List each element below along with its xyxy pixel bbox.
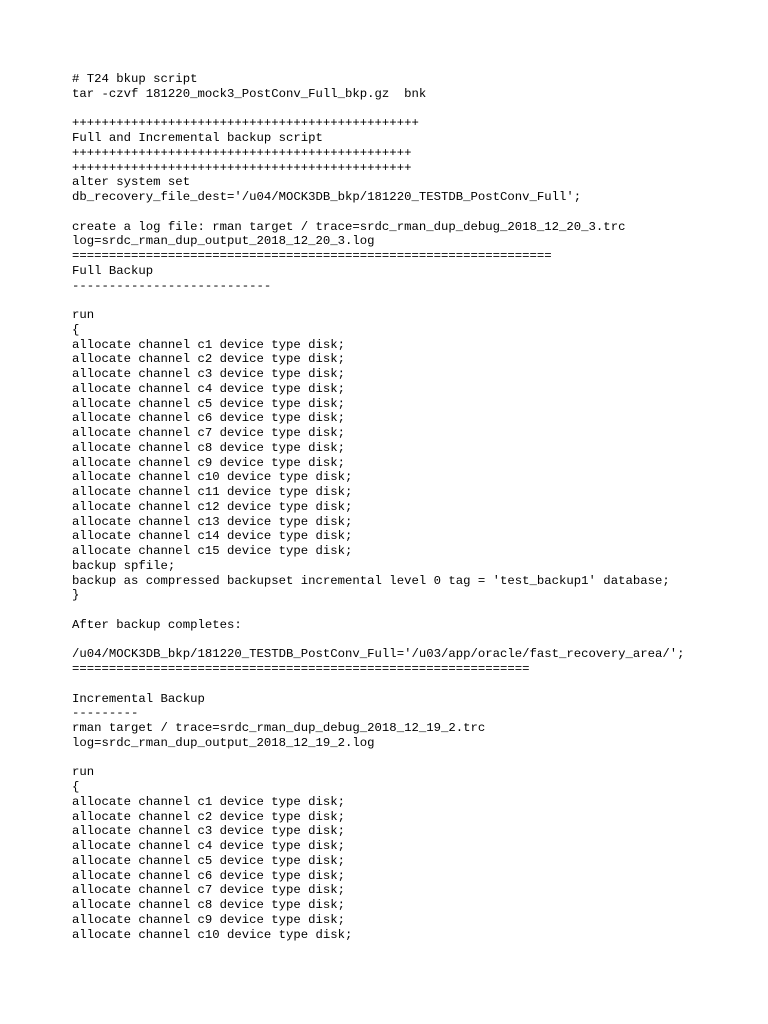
text-line: allocate channel c7 device type disk;	[72, 426, 346, 440]
text-line: After backup completes:	[72, 617, 242, 632]
text-line: allocate channel c6 device type disk;	[72, 411, 346, 426]
text-line: backup spfile;	[72, 558, 176, 573]
text-line: ==============================================================	[72, 662, 530, 676]
text-line	[72, 677, 752, 692]
text-line: allocate channel c3 device type disk;	[72, 367, 346, 381]
text-line: {	[72, 322, 80, 337]
text-line: {	[72, 780, 80, 794]
text-line: allocate channel c10 device type disk;	[72, 927, 353, 942]
text-line: rman target / trace=srdc_rman_dup_debug_2018_12_19_2.trc	[72, 721, 486, 735]
text-line: allocate channel c14 device type disk;	[72, 529, 353, 544]
text-line: Full and Incremental backup script	[72, 131, 323, 145]
text-line: allocate channel c1 device type disk;	[72, 337, 346, 352]
text-line: tar -czvf 181220_mock3_PostConv_Full_bkp.gz bnk	[72, 86, 427, 101]
text-line: /u04/MOCK3DB_bkp/181220_TESTDB_PostConv_Full='/u03/app/oracle/fast_recovery_area/';	[72, 647, 685, 662]
text-line: allocate channel c12 device type disk;	[72, 499, 353, 514]
text-line: # T24 bkup script	[72, 72, 198, 86]
document-body	[72, 72, 752, 942]
text-line: allocate channel c1 device type disk;	[72, 794, 346, 809]
text-line: allocate channel c4 device type disk;	[72, 381, 346, 396]
text-line: allocate channel c2 device type disk;	[72, 809, 346, 824]
text-line: allocate channel c11 device type disk;	[72, 485, 353, 499]
text-line: +++++++++++++++++++++++++++++++++++++++++++++++	[72, 116, 419, 131]
text-line	[72, 751, 752, 766]
text-line: ++++++++++++++++++++++++++++++++++++++++++++++	[72, 160, 412, 175]
text-line: allocate channel c5 device type disk;	[72, 853, 346, 868]
text-line	[72, 205, 752, 220]
text-line: allocate channel c6 device type disk;	[72, 868, 346, 883]
text-line: allocate channel c8 device type disk;	[72, 440, 346, 455]
text-line: allocate channel c7 device type disk;	[72, 883, 346, 898]
text-line: ---------------------------	[72, 278, 272, 293]
text-line: ++++++++++++++++++++++++++++++++++++++++++++++	[72, 145, 412, 160]
text-line: create a log file: rman target / trace=srdc_rman_dup_debug_2018_12_20_3.trc	[72, 219, 626, 234]
text-line: run	[72, 308, 95, 322]
text-line: allocate channel c15 device type disk;	[72, 544, 353, 558]
text-line: =================================================================	[72, 249, 552, 263]
text-line: allocate channel c2 device type disk;	[72, 352, 346, 367]
text-line	[72, 293, 752, 308]
text-line: log=srdc_rman_dup_output_2018_12_20_3.log	[72, 234, 375, 249]
text-line	[72, 633, 752, 648]
text-line: allocate channel c3 device type disk;	[72, 824, 346, 839]
text-line: db_recovery_file_dest='/u04/MOCK3DB_bkp/181220_TESTDB_PostConv_Full';	[72, 190, 582, 204]
text-line: allocate channel c13 device type disk;	[72, 514, 353, 529]
text-line: allocate channel c8 device type disk;	[72, 898, 346, 912]
text-line	[72, 603, 752, 618]
text-line: allocate channel c9 device type disk;	[72, 912, 346, 927]
text-line: allocate channel c10 device type disk;	[72, 470, 353, 485]
text-line: Incremental Backup	[72, 691, 205, 706]
text-line: Full Backup	[72, 263, 154, 278]
text-line: allocate channel c9 device type disk;	[72, 455, 346, 470]
text-line: alter system set	[72, 175, 191, 190]
text-line: allocate channel c4 device type disk;	[72, 839, 346, 853]
text-line: ---------	[72, 706, 139, 721]
text-line	[72, 102, 752, 117]
text-line: log=srdc_rman_dup_output_2018_12_19_2.log	[72, 735, 375, 750]
text-line: }	[72, 588, 80, 603]
text-line: run	[72, 765, 95, 780]
text-line: allocate channel c5 device type disk;	[72, 396, 346, 411]
text-line: backup as compressed backupset incremental level 0 tag = 'test_backup1' database;	[72, 573, 670, 588]
